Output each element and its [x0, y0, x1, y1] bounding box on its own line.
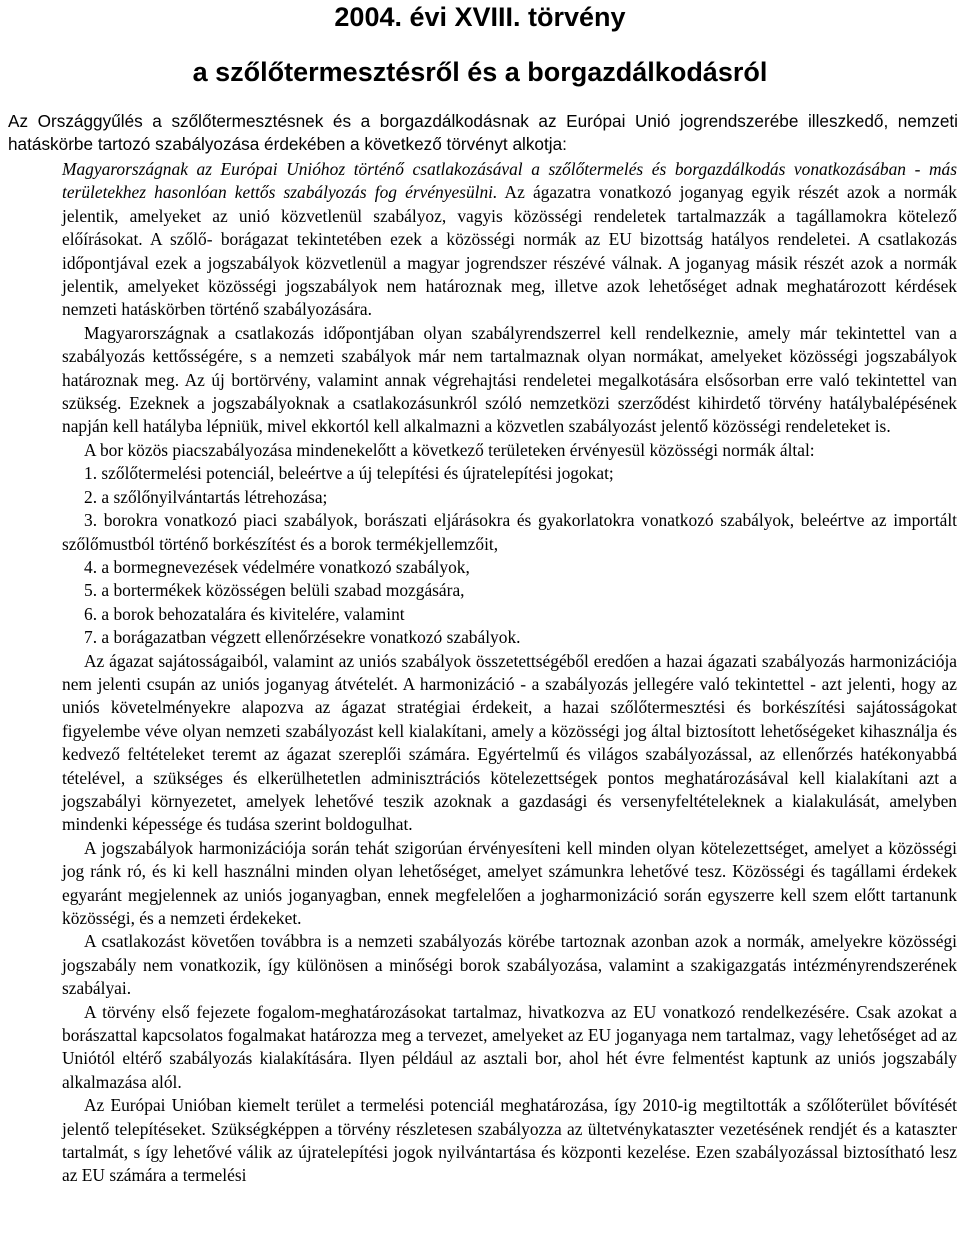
list-item: 7. a borágazatban végzett ellenőrzésekre vonatkozó szabályok. [84, 627, 521, 648]
enacting-clause-text: Az Országgyűlés a szőlőtermesztésnek és a borgazdálkodásnak az Európai Unió jogrendszerébe illeszkedő, nemzeti hatáskörbe tartozó szabályozása érdekében a következő törvényt alkotja: [8, 111, 958, 154]
list-item: 3. borokra vonatkozó piaci szabályok, borászati eljárásokra és gyakorlatokra vonatkozó szabályok, beleértve az importált szőlőmustból történő borkészítést és a borok termékjellemzőit, [62, 510, 957, 554]
paragraph-3: A bor közös piacszabályozása mindenekelőtt a következő területeken érvényesül közösségi normák által: [84, 439, 815, 460]
paragraph-4: Az ágazat sajátosságaiból, valamint az uniós szabályok összetettségéből eredően a hazai ágazati szabályozás harmonizációja nem jelenti csupán az uniós joganyag átvételét. A harmonizáció - a szabályozás jellegére való tekintettel - azt jelenti, hogy az uniós követelményekre alapozva az ágazat stratégiai érdekeit, a hazai szőlőtermesztési és borkészítési sajátosságokat figyelembe véve olyan nemzeti szabályozást kell kialakítani, amely a közösségi jog által biztosított lehetőségeket kihasználja és kedvező feltételeket teremt az ágazat szereplői számára. Egyértelmű és világos szabályozással, az ellenőrzés hatékonyabbá tételével, a szükséges és elkerülhetetlen adminisztrációs kötelezettségek pontos meghatározásával kell kialakítani azt a jogszabályi környezetet, amelyek lehetővé teszik azoknak a gazdasági és versenyfeltételeknek a kialakulását, amelyben mindenki képessége és tudása szerint boldogulhat. [62, 650, 957, 835]
paragraph-2: Magyarországnak a csatlakozás időpontjában olyan szabályrendszerrel kell rendelkeznie, amely már tekintettel van a szabályozás kettősségére, s a nemzeti szabályok már nem tartalmaznak olyan normákat, amelyeket közösségi jogszabályok határoznak meg. Az új bortörvény, valamint annak végrehajtási rendeletei megalkotására elsősorban erre való tekintettel van szükség. Ezeknek a jogszabályoknak a csatlakozásunkról szóló nemzetközi szerződést kihirdető törvény hatálybalépésének napján kell hatályba lépniük, mivel ekkortól kell alkalmazni a közvetlen szabályozást jelentő közösségi rendeleteket is. [62, 322, 957, 437]
paragraph-5: A jogszabályok harmonizációja során tehát szigorúan érvényesíteni kell minden olyan kötelezettséget, amelyet a közösségi jog ránk ró, és ki kell használni minden olyan lehetőséget, amelyet számunkra lehetővé tesz. Közösségi és tagállami érdekek egyaránt megjelennek az uniós joganyagban, ennek megfelelően a jogharmonizáció során egyszerre kell szem előtt tartanunk közösségi, és a nemzeti érdekeket. [62, 837, 957, 928]
explanatory-text [62, 158, 957, 1188]
enacting-clause [8, 110, 958, 155]
paragraph-1-text: Az ágazatra vonatkozó joganyag egyik részét azok a normák jelentik, amelyeket az unió közvetlenül szabályoz, vagyis közösségi rendeletek tartalmazzák a tagállamokra kötelező előírásokat. A szőlő- borágazat tekintetében ezek a közösségi normák az EU bizottság hatályos rendeletei. A csatlakozás időpontjával ezek a jogszabályok közvetlenül a magyar jogrendszer részévé válnak. A joganyag másik részét azok a normák jelentik, amelyeket közösségi jogszabályok nem határoznak meg, illetve azok lehetőséget adnak meghatározott kérdések nemzeti hatáskörben történő szabályozására. [62, 182, 957, 320]
paragraph-1 [62, 158, 957, 322]
list-item: 6. a borok behozatalára és kivitelére, valamint [84, 603, 405, 624]
list-item: 1. szőlőtermelési potenciál, beleértve a új telepítési és újratelepítési jogokat; [84, 463, 614, 484]
paragraph-7: A törvény első fejezete fogalom-meghatározásokat tartalmaz, hivatkozva az EU vonatkozó rendelkezésére. Csak azokat a borászattal kapcsolatos fogalmakat határozza meg a tervezet, amelyeket az EU joganyaga nem tartalmaz, vagy lehetőséget ad az Uniótól eltérő szabályozás kialakítására. Ilyen például az asztali bor, ahol hét évre felmentést kaptunk az uniós jogszabály alkalmazása alól. [62, 1001, 957, 1092]
law-subtitle: a szőlőtermesztésről és a borgazdálkodásról [192, 57, 768, 87]
paragraph-6: A csatlakozást követően továbbra is a nemzeti szabályozás körébe tartoznak azonban azok a normák, amelyekre közösségi jogszabály nem vonatkozik, így különösen a minőségi borok szabályozása, valamint a szakigazgatás intézményrendszerének szabályai. [62, 931, 957, 999]
paragraph-8: Az Európai Unióban kiemelt terület a termelési potenciál meghatározása, így 2010-ig megtiltották a szőlőterület bővítését jelentő telepítéseket. Szükségképpen a törvény részletesen szabályozza az ültetvénykataszter vezetésének rendjét és a kataszter tartalmát, s így lehetővé válik az újratelepítési jogok nyilvántartása és központi kezelése. Ezen szabályozással biztosítható lesz az EU számára a termelési [62, 1095, 957, 1186]
list-item: 2. a szőlőnyilvántartás létrehozása; [84, 486, 328, 507]
paragraph-1-italic: Magyarországnak az Európai Unióhoz történő csatlakozásával a szőlőtermelés és borgazdálkodás vonatkozásában - más területekhez hasonlóan kettős szabályozás fog érvényesülni. [62, 159, 957, 203]
list-item: 5. a bortermékek közösségen belüli szabad mozgására, [84, 580, 465, 601]
law-title: 2004. évi XVIII. törvény [334, 2, 626, 32]
list-item: 4. a bormegnevezések védelmére vonatkozó szabályok, [84, 556, 470, 577]
